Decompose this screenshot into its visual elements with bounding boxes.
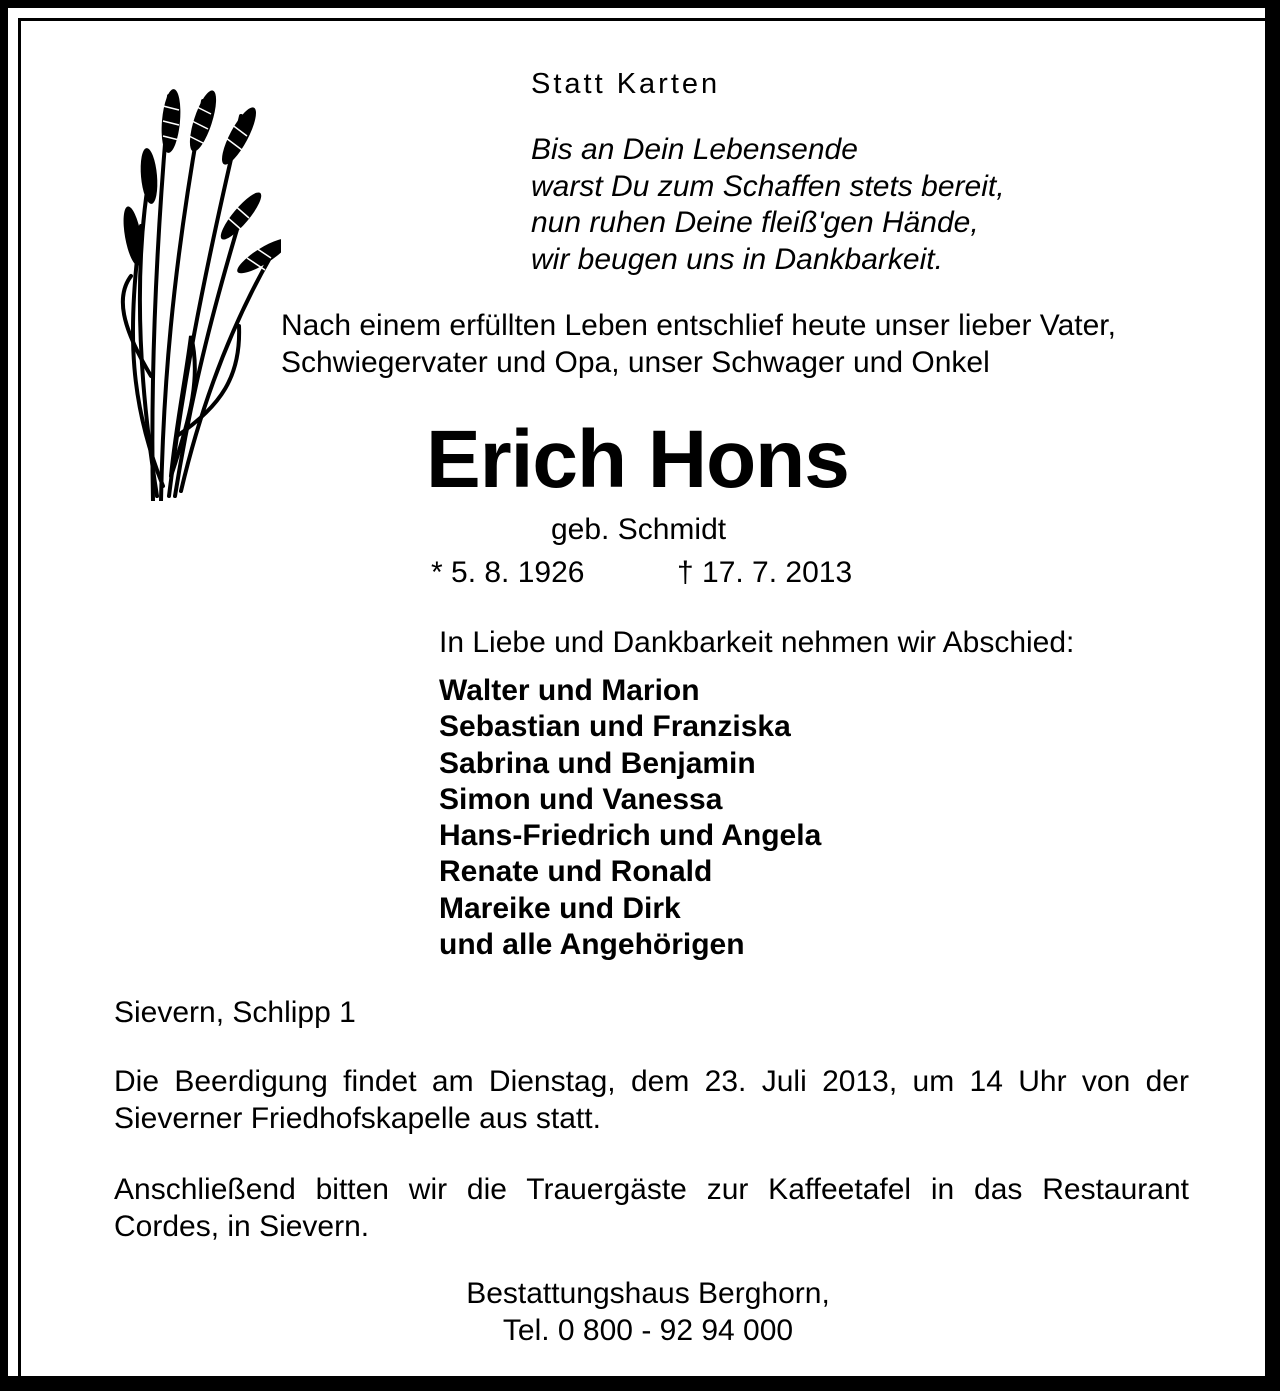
coffee-notice: Anschließend bitten wir die Trauergäste zur Kaffeetafel in das Restaurant Cordes, in Sievern. <box>114 1173 1189 1243</box>
mourners-list <box>439 673 821 963</box>
farewell-line: In Liebe und Dankbarkeit nehmen wir Abschied: <box>439 626 1075 659</box>
undertaker-phone: Tel. 0 800 - 92 94 000 <box>502 1314 794 1347</box>
obituary-border <box>18 18 1272 1382</box>
mourner-entry: Renate und Ronald <box>439 855 713 889</box>
undertaker <box>21 1275 1275 1349</box>
intro-text <box>281 307 1116 381</box>
mourner-entry: Sebastian und Franziska <box>439 710 791 744</box>
wheat-sheaf-icon <box>91 76 281 501</box>
undertaker-name: Bestattungshaus Berghorn, <box>466 1277 830 1310</box>
mourner-entry: Hans-Friedrich und Angela <box>439 819 822 853</box>
obituary-card <box>8 8 1265 1376</box>
poem <box>531 132 1005 278</box>
poem-line: warst Du zum Schaffen stets bereit, <box>531 169 1005 203</box>
mourner-entry: Simon und Vanessa <box>439 782 723 816</box>
statt-karten-heading: Statt Karten <box>531 68 721 100</box>
funeral-notice: Die Beerdigung findet am Dienstag, dem 23. Juli 2013, um 14 Uhr von der Sieverner Friedhofskapelle aus statt. <box>114 1065 1189 1135</box>
mourner-entry: Mareike und Dirk <box>439 891 681 925</box>
mourner-entry: und alle Angehörigen <box>439 928 745 962</box>
intro-line: Schwiegervater und Opa, unser Schwager und Onkel <box>281 346 990 379</box>
poem-line: Bis an Dein Lebensende <box>531 133 858 166</box>
intro-line: Nach einem erfüllten Leben entschlief heute unser lieber Vater, <box>281 309 1116 342</box>
birth-date: * 5. 8. 1926 <box>431 556 585 589</box>
mourner-entry: Walter und Marion <box>439 674 700 707</box>
mourner-entry: Sabrina und Benjamin <box>439 746 756 780</box>
poem-line: wir beugen uns in Dankbarkeit. <box>531 242 943 276</box>
deceased-name: Erich Hons <box>426 414 849 505</box>
death-date: † 17. 7. 2013 <box>677 556 853 589</box>
poem-line: nun ruhen Deine fleiß'gen Hände, <box>531 206 979 239</box>
address: Sievern, Schlipp 1 <box>114 996 356 1029</box>
birth-name: geb. Schmidt <box>551 513 727 546</box>
